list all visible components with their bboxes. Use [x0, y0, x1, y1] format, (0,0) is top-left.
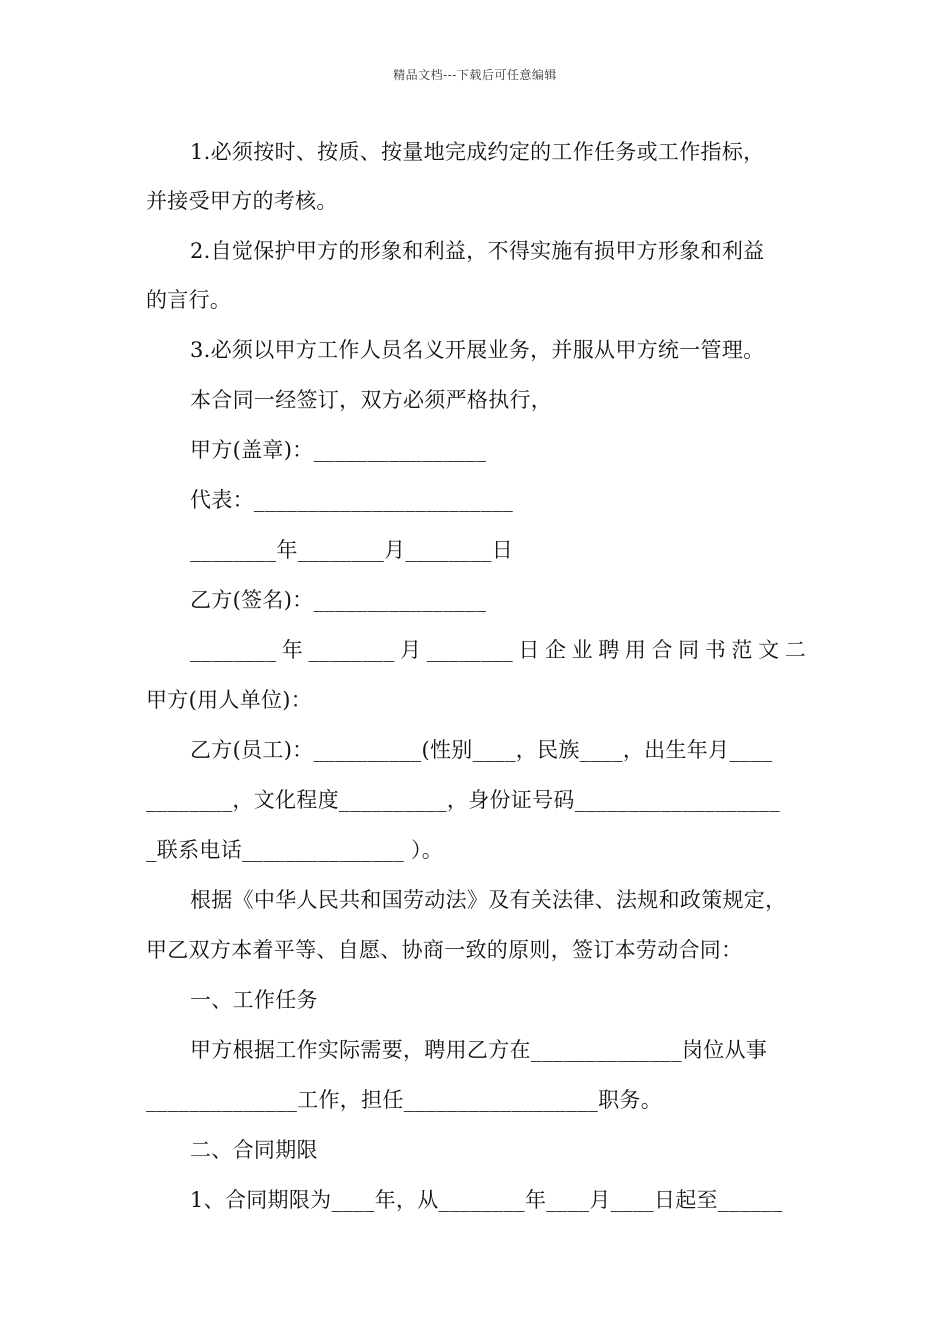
clause-2-line-1: 2.自觉保护甲方的形象和利益，不得实施有损甲方形象和利益: [190, 239, 765, 263]
clause-1-line-2: 并接受甲方的考核。: [146, 189, 338, 213]
party-a-seal-line: 甲方(盖章)：________________: [190, 438, 487, 462]
representative-line: 代表：________________________: [190, 488, 514, 512]
party-b-signature-line: 乙方(签名)：________________: [190, 588, 487, 612]
employee-info-line-3: _联系电话_______________ ）。: [146, 838, 444, 862]
contract-term-line: 1、合同期限为____年，从________年____月____日起至______: [190, 1188, 783, 1212]
party-a-date-line: ________年________月________日: [190, 538, 514, 562]
clause-3-line: 3.必须以甲方工作人员名义开展业务，并服从甲方统一管理。: [190, 338, 765, 362]
execution-statement: 本合同一经签订，双方必须严格执行，: [190, 388, 553, 412]
clause-2-line-2: 的言行。: [146, 288, 232, 312]
section-heading-work-task: 一、工作任务: [190, 988, 318, 1012]
date-and-title-line: ________年________月________日企业聘用合同书范文二: [190, 638, 806, 662]
clause-1-line-1: 1.必须按时、按质、按量地完成约定的工作任务或工作指标，: [190, 140, 765, 164]
employee-info-line-1: 乙方(员工)：__________(性别____，民族____，出生年月____: [190, 738, 773, 762]
employer-line: 甲方(用人单位)：: [146, 688, 313, 712]
page-header: 精品文档---下载后可任意编辑: [393, 68, 557, 82]
work-task-line-2: ______________工作，担任__________________职务。: [146, 1088, 662, 1112]
basis-line-1: 根据《中华人民共和国劳动法》及有关法律、法规和政策规定，: [190, 888, 787, 912]
work-task-line-1: 甲方根据工作实际需要，聘用乙方在______________岗位从事: [190, 1038, 768, 1062]
employee-info-line-2: ________，文化程度__________，身份证号码___________________: [146, 788, 780, 812]
basis-line-2: 甲乙双方本着平等、自愿、协商一致的原则，签订本劳动合同：: [146, 938, 743, 962]
section-heading-contract-term: 二、合同期限: [190, 1138, 318, 1162]
